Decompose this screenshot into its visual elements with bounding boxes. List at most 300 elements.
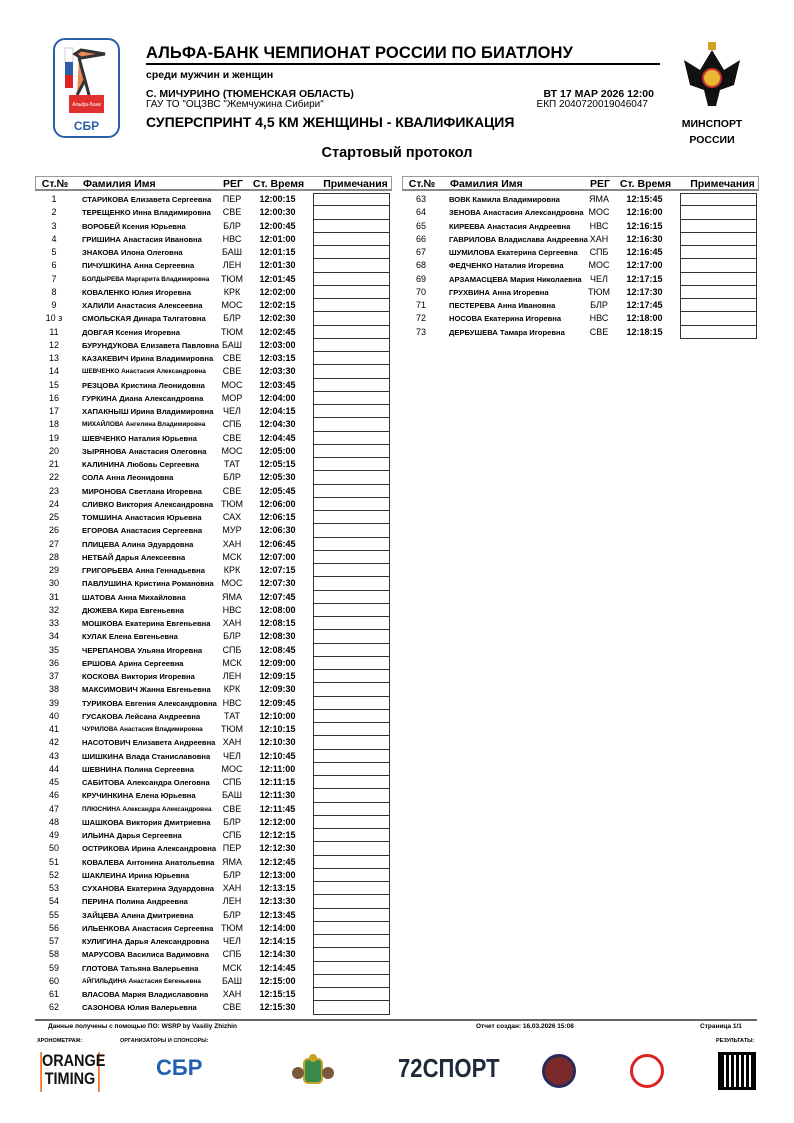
start-time: 12:05:15	[259, 459, 296, 469]
athlete-name: ВЛАСОВА Мария Владиславовна	[82, 990, 209, 999]
table-header	[35, 176, 392, 191]
table-row	[35, 657, 392, 670]
results-qr-code[interactable]	[718, 1052, 756, 1090]
start-number: 17	[48, 406, 59, 416]
notes-field[interactable]	[313, 922, 390, 935]
notes-field[interactable]	[680, 193, 757, 206]
athlete-name: КОВАЛЕНКО Юлия Игоревна	[82, 287, 191, 297]
table-row	[35, 591, 392, 604]
start-number: 67	[415, 247, 426, 257]
notes-field[interactable]	[313, 604, 390, 617]
table-row	[35, 617, 392, 630]
region: МСК	[222, 657, 242, 668]
athlete-name: ШИШКИНА Влада Станиславовна	[82, 751, 211, 761]
region: МСК	[222, 962, 242, 973]
start-number: 3	[51, 220, 57, 231]
region: СВЕ	[222, 485, 242, 496]
start-time: 12:10:45	[259, 750, 296, 761]
table-row	[402, 233, 759, 246]
athlete-name: АРЗАМАСЦЕВА Мария Николаевна	[449, 274, 582, 284]
start-time: 12:18:15	[626, 326, 663, 337]
start-time: 12:05:30	[259, 472, 296, 483]
region: ТЮМ	[587, 286, 611, 297]
start-time: 12:11:15	[259, 777, 296, 787]
software-credit: Данные получены с помощью ПО: WSRP by Vasiliy Zhizhin	[48, 1023, 237, 1030]
table-row	[35, 458, 392, 471]
table-row	[35, 299, 392, 312]
start-time: 12:03:45	[259, 379, 296, 390]
tyumen-coat-of-arms-icon	[290, 1053, 336, 1091]
athlete-name: ПЕРИНА Полина Андреевна	[82, 897, 188, 907]
start-number: 70	[415, 286, 426, 297]
start-number: 4	[51, 233, 57, 244]
region: МСК	[222, 551, 242, 562]
start-time: 12:11:00	[259, 763, 296, 774]
notes-field[interactable]	[313, 816, 390, 829]
notes-field[interactable]	[313, 803, 390, 816]
athlete-name: СМОЛЬСКАЯ Динара Талгатовна	[82, 314, 206, 324]
start-number: 23	[48, 485, 59, 496]
notes-field[interactable]	[680, 220, 757, 233]
notes-field[interactable]	[680, 273, 757, 286]
region: ЛЕН	[222, 671, 242, 681]
start-time: 12:04:45	[259, 432, 296, 443]
notes-field[interactable]	[313, 683, 390, 696]
notes-field[interactable]	[313, 432, 390, 445]
start-number: 51	[48, 856, 59, 867]
region: ХАН	[222, 618, 242, 628]
start-time: 12:16:45	[626, 247, 663, 257]
region: БАШ	[222, 247, 242, 257]
notes-field[interactable]	[313, 935, 390, 948]
start-number: 31	[48, 591, 59, 602]
athlete-name: НЕТБАЙ Дарья Алексеевна	[82, 552, 186, 562]
notes-field[interactable]	[313, 630, 390, 643]
notes-field[interactable]	[313, 326, 390, 339]
region: МОС	[588, 207, 610, 218]
table-row	[35, 922, 392, 935]
table-row	[35, 683, 392, 696]
notes-field[interactable]	[313, 193, 390, 206]
start-time: 12:10:15	[259, 724, 296, 734]
start-time: 12:09:45	[259, 697, 296, 708]
table-row	[35, 723, 392, 736]
event-title: АЛЬФА-БАНК ЧЕМПИОНАТ РОССИИ ПО БИАТЛОНУ	[146, 44, 573, 62]
notes-field[interactable]	[313, 975, 390, 988]
event-place: С. МИЧУРИНО (ТЮМЕНСКАЯ ОБЛАСТЬ)	[146, 88, 354, 100]
table-row	[402, 220, 759, 233]
region: МУР	[222, 525, 242, 536]
region: СВЕ	[589, 326, 609, 337]
athlete-name: МАРУСОВА Василиса Вадимовна	[82, 950, 209, 960]
start-time: 12:03:00	[259, 339, 296, 350]
notes-field[interactable]	[313, 365, 390, 378]
athlete-name: ДЕРБУШЕВА Тамара Игоревна	[449, 327, 565, 337]
region: ХАН	[222, 538, 242, 549]
table-row	[402, 326, 759, 339]
start-number: 71	[415, 300, 426, 310]
start-time: 12:10:00	[259, 710, 296, 721]
region: БЛР	[223, 631, 241, 642]
region: ХАН	[589, 233, 609, 244]
table-row	[35, 193, 392, 206]
region: ПЕР	[222, 194, 242, 204]
athlete-name: КОСКОВА Виктория Игоревна	[82, 672, 195, 681]
start-time: 12:08:45	[259, 644, 296, 655]
notes-field[interactable]	[313, 259, 390, 272]
region: ТАТ	[224, 710, 240, 721]
athlete-name: ШЕВЧЕНКО Анастасия Александровна	[82, 368, 206, 376]
region: ТЮМ	[220, 724, 244, 734]
notes-field[interactable]	[313, 564, 390, 577]
athlete-name: РЕЗЦОВА Кристина Леонидовна	[82, 380, 205, 390]
region: ЧЕЛ	[223, 936, 241, 946]
start-number: 62	[48, 1002, 59, 1013]
start-number: 40	[48, 710, 59, 721]
athlete-name: КИРЕЕВА Анастасия Андреевна	[449, 221, 571, 231]
start-number: 38	[48, 684, 59, 695]
notes-field[interactable]	[313, 379, 390, 392]
notes-field[interactable]	[680, 326, 757, 339]
athlete-name: НАСОТОВИЧ Елизавета Андреевна	[82, 738, 216, 748]
athlete-name: СТАРИКОВА Елизавета Сергеевна	[82, 195, 212, 204]
start-number: 27	[48, 538, 59, 549]
athlete-name: СЛИВКО Виктория Александровна	[82, 499, 214, 509]
athlete-name: ИЛЬЕНКОВА Анастасия Сергеевна	[82, 923, 214, 933]
region: СПБ	[222, 949, 242, 960]
notes-field[interactable]	[313, 392, 390, 405]
start-number: 47	[48, 803, 59, 814]
region: ЧЕЛ	[590, 273, 608, 284]
athlete-name: ПЛЮСНИНА Александра Александровна	[82, 805, 212, 813]
athlete-name: ДОВГАЯ Ксения Игоревна	[82, 327, 180, 337]
start-number: 57	[48, 936, 59, 946]
72sport-logo: 72СПОРТ	[398, 1053, 500, 1083]
athlete-name: СОЛА Анна Леонидовна	[82, 473, 174, 483]
notes-field[interactable]	[313, 829, 390, 842]
notes-field[interactable]	[313, 763, 390, 776]
notes-field[interactable]	[680, 246, 757, 259]
notes-field[interactable]	[313, 723, 390, 736]
athlete-name: ШЕВНИНА Полина Сергеевна	[82, 764, 194, 774]
region: САХ	[222, 512, 242, 522]
start-number: 63	[415, 194, 426, 204]
notes-field[interactable]	[680, 299, 757, 312]
minsport-line1: МИНСПОРТ	[681, 118, 743, 130]
notes-field[interactable]	[313, 273, 390, 286]
notes-field[interactable]	[313, 577, 390, 590]
start-number: 19	[48, 432, 59, 443]
table-row	[35, 736, 392, 749]
start-time: 12:04:30	[259, 419, 296, 430]
start-time: 12:02:00	[259, 286, 296, 297]
start-number: 30	[48, 578, 59, 589]
col-notes: Примечания	[690, 178, 755, 190]
notes-field[interactable]	[313, 551, 390, 564]
region: ЛЕН	[222, 896, 242, 907]
start-number: 7	[51, 273, 57, 284]
start-time: 12:14:00	[259, 922, 296, 933]
notes-field[interactable]	[313, 948, 390, 961]
athlete-name: ГРУХВИНА Анна Игоревна	[449, 287, 549, 297]
notes-field[interactable]	[313, 458, 390, 471]
athlete-name: КУЛИГИНА Дарья Александровна	[82, 937, 210, 946]
athlete-name: ГУРКИНА Диана Александровна	[82, 393, 204, 403]
table-row	[35, 471, 392, 484]
notes-field[interactable]	[313, 418, 390, 431]
region: МОС	[221, 445, 243, 456]
notes-field[interactable]	[313, 286, 390, 299]
notes-field[interactable]	[680, 206, 757, 219]
start-time: 12:16:00	[626, 207, 663, 218]
start-time: 12:07:30	[259, 578, 296, 589]
notes-field[interactable]	[313, 895, 390, 908]
notes-field[interactable]	[313, 352, 390, 365]
notes-field[interactable]	[313, 962, 390, 975]
athlete-name: ИЛЬИНА Дарья Сергеевна	[82, 831, 182, 840]
table-row	[35, 909, 392, 922]
start-number: 20	[48, 445, 59, 456]
table-row	[35, 365, 392, 378]
athlete-name: ВОРОБЕЙ Ксения Юрьевна	[82, 221, 186, 231]
athlete-name: ШУМИЛОВА Екатерина Сергеевна	[449, 248, 578, 257]
start-time: 12:00:15	[259, 194, 296, 204]
notes-field[interactable]	[313, 842, 390, 855]
start-time: 12:11:30	[259, 790, 296, 801]
athlete-name: МОШКОВА Екатерина Евгеньевна	[82, 619, 211, 628]
sbr-sponsor-logo: СБР	[156, 1055, 203, 1080]
notes-field[interactable]	[313, 445, 390, 458]
event-venue: ГАУ ТО "ОЦЗВС "Жемчужина Сибири"	[146, 99, 324, 110]
notes-field[interactable]	[313, 220, 390, 233]
table-row	[35, 445, 392, 458]
table-row	[35, 644, 392, 657]
region: ЯМА	[222, 856, 242, 867]
region: СПБ	[222, 644, 242, 655]
athlete-name: МИХАЙЛОВА Ангелина Владимировна	[82, 421, 206, 429]
notes-field[interactable]	[313, 750, 390, 763]
table-row	[35, 803, 392, 816]
table-row	[35, 259, 392, 272]
report-created: Отчет создан: 16.03.2026 15:08	[476, 1023, 574, 1030]
start-time: 12:00:30	[259, 207, 296, 218]
start-number: 13	[48, 353, 59, 363]
notes-field[interactable]	[313, 511, 390, 524]
athlete-name: НОСОВА Екатерина Игоревна	[449, 314, 562, 324]
region: ТЮМ	[220, 273, 244, 284]
start-time: 12:11:45	[259, 803, 296, 814]
region: МОС	[588, 260, 610, 271]
start-time: 12:14:15	[259, 936, 296, 946]
region: ТАТ	[224, 459, 240, 469]
region: МОС	[221, 763, 243, 774]
notes-field[interactable]	[313, 882, 390, 895]
notes-field[interactable]	[680, 259, 757, 272]
notes-field[interactable]	[313, 657, 390, 670]
start-number: 52	[48, 869, 59, 880]
athlete-name: ШАШКОВА Виктория Дмитриевна	[82, 817, 211, 827]
athlete-name: ХАПАКНЫШ Ирина Владимировна	[82, 407, 214, 416]
table-row	[402, 286, 759, 299]
start-time: 12:15:15	[259, 989, 296, 999]
athlete-name: МИРОНОВА Светлана Игоревна	[82, 486, 203, 496]
table-row	[35, 710, 392, 723]
athlete-name: КАЛИНИНА Любовь Сергеевна	[82, 460, 199, 469]
start-number: 45	[48, 777, 59, 787]
start-number: 39	[48, 697, 59, 708]
notes-field[interactable]	[313, 1001, 390, 1014]
start-time: 12:10:30	[259, 737, 296, 748]
notes-field[interactable]	[313, 312, 390, 325]
notes-field[interactable]	[313, 869, 390, 882]
notes-field[interactable]	[313, 339, 390, 352]
athlete-name: ШАКЛЕИНА Ирина Юрьевна	[82, 870, 190, 880]
start-time: 12:13:45	[259, 909, 296, 920]
notes-field[interactable]	[313, 670, 390, 683]
athlete-name: ТОМШИНА Анастасия Юрьевна	[82, 513, 202, 522]
table-row	[35, 286, 392, 299]
table-row	[35, 948, 392, 961]
region: ТЮМ	[220, 326, 244, 337]
region: МОС	[221, 578, 243, 589]
notes-field[interactable]	[313, 988, 390, 1001]
notes-field[interactable]	[313, 591, 390, 604]
notes-field[interactable]	[313, 538, 390, 551]
table-row	[35, 882, 392, 895]
notes-field[interactable]	[313, 736, 390, 749]
table-row	[35, 538, 392, 551]
table-row	[35, 206, 392, 219]
start-number: 50	[48, 843, 59, 854]
table-row	[35, 352, 392, 365]
start-time: 12:04:15	[259, 406, 296, 416]
start-number: 53	[48, 883, 59, 893]
notes-field[interactable]	[313, 299, 390, 312]
athlete-name: ЕГОРОВА Анастасия Сергеевна	[82, 526, 203, 536]
start-time: 12:06:30	[259, 525, 296, 536]
table-row	[35, 220, 392, 233]
region: МОС	[221, 300, 243, 310]
start-time: 12:16:15	[626, 220, 663, 231]
notes-field[interactable]	[680, 286, 757, 299]
table-row	[35, 763, 392, 776]
start-number: 15	[48, 379, 59, 390]
notes-field[interactable]	[313, 233, 390, 246]
table-row	[35, 418, 392, 431]
region: ХАН	[222, 883, 242, 893]
notes-field[interactable]	[313, 405, 390, 418]
athlete-name: САБИТОВА Александра Олеговна	[82, 778, 210, 787]
table-row	[402, 273, 759, 286]
start-number: 42	[48, 737, 59, 748]
start-number: 25	[48, 512, 59, 522]
athlete-name: ДЮЖЕВА Кира Евгеньевна	[82, 605, 185, 615]
region: БАШ	[222, 790, 242, 801]
notes-field[interactable]	[680, 312, 757, 325]
athlete-name: ЗЕНОВА Анастасия Александровна	[449, 208, 584, 218]
minsport-logo	[672, 40, 752, 147]
start-time: 12:01:15	[259, 247, 296, 257]
table-row	[35, 697, 392, 710]
table-row	[402, 312, 759, 325]
start-time: 12:14:30	[259, 949, 296, 960]
col-time: Ст. Время	[252, 178, 305, 190]
table-row	[402, 193, 759, 206]
region: СВЕ	[222, 353, 242, 363]
region: ЧЕЛ	[223, 406, 241, 416]
sponsors-label: ОРГАНИЗАТОРЫ И СПОНСОРЫ:	[120, 1038, 209, 1044]
start-number: 69	[415, 273, 426, 284]
footer-divider	[35, 1019, 757, 1021]
region: ХАН	[222, 737, 242, 748]
start-time: 12:17:45	[626, 300, 663, 310]
notes-field[interactable]	[313, 498, 390, 511]
eagle-emblem-icon	[680, 40, 744, 110]
start-number: 34	[48, 631, 59, 642]
region: БАШ	[222, 339, 242, 350]
start-time: 12:05:00	[259, 445, 296, 456]
notes-field[interactable]	[313, 697, 390, 710]
start-time: 12:08:00	[259, 604, 296, 615]
table-row	[35, 816, 392, 829]
start-time: 12:12:15	[259, 830, 296, 840]
region: БЛР	[223, 909, 241, 920]
col-no: Ст.№	[41, 178, 69, 190]
notes-field[interactable]	[313, 206, 390, 219]
athlete-name: МАКСИМОВИЧ Жанна Евгеньевна	[82, 685, 211, 695]
notes-field[interactable]	[313, 246, 390, 259]
table-body	[35, 193, 392, 1015]
results-label: РЕЗУЛЬТАТЫ:	[716, 1038, 755, 1044]
athlete-name: ВОВК Камила Владимировна	[449, 195, 560, 204]
notes-field[interactable]	[313, 644, 390, 657]
start-number: 56	[48, 922, 59, 933]
table-row	[35, 869, 392, 882]
start-time: 12:14:45	[259, 962, 296, 973]
region: СПБ	[222, 777, 242, 787]
notes-field[interactable]	[313, 524, 390, 537]
table-body	[402, 193, 759, 339]
svg-text:Альфа-Банк: Альфа-Банк	[72, 102, 101, 108]
start-time: 12:15:45	[626, 194, 663, 204]
table-row	[35, 405, 392, 418]
start-time: 12:15:30	[259, 1002, 296, 1013]
athlete-name: ГАВРИЛОВА Владислава Андреевна	[449, 234, 588, 244]
table-row	[402, 299, 759, 312]
start-number: 55	[48, 909, 59, 920]
start-time: 12:15:00	[259, 975, 296, 986]
notes-field[interactable]	[313, 789, 390, 802]
notes-field[interactable]	[313, 710, 390, 723]
region: МОР	[221, 392, 243, 403]
athlete-name: КРУЧИНКИНА Елена Юрьевна	[82, 791, 196, 801]
start-number: 58	[48, 949, 59, 960]
notes-field[interactable]	[313, 776, 390, 789]
region: ПЕР	[222, 843, 242, 854]
notes-field[interactable]	[313, 617, 390, 630]
athlete-name: ГУСАКОВА Лейсана Андреевна	[82, 711, 201, 721]
notes-field[interactable]	[313, 471, 390, 484]
notes-field[interactable]	[313, 909, 390, 922]
notes-field[interactable]	[313, 856, 390, 869]
notes-field[interactable]	[680, 233, 757, 246]
start-number: 16	[48, 392, 59, 403]
notes-field[interactable]	[313, 485, 390, 498]
start-time: 12:16:30	[626, 233, 663, 244]
start-number: 48	[48, 816, 59, 827]
region: КРК	[223, 684, 241, 695]
athlete-name: КУЛАК Елена Евгеньевна	[82, 632, 178, 642]
